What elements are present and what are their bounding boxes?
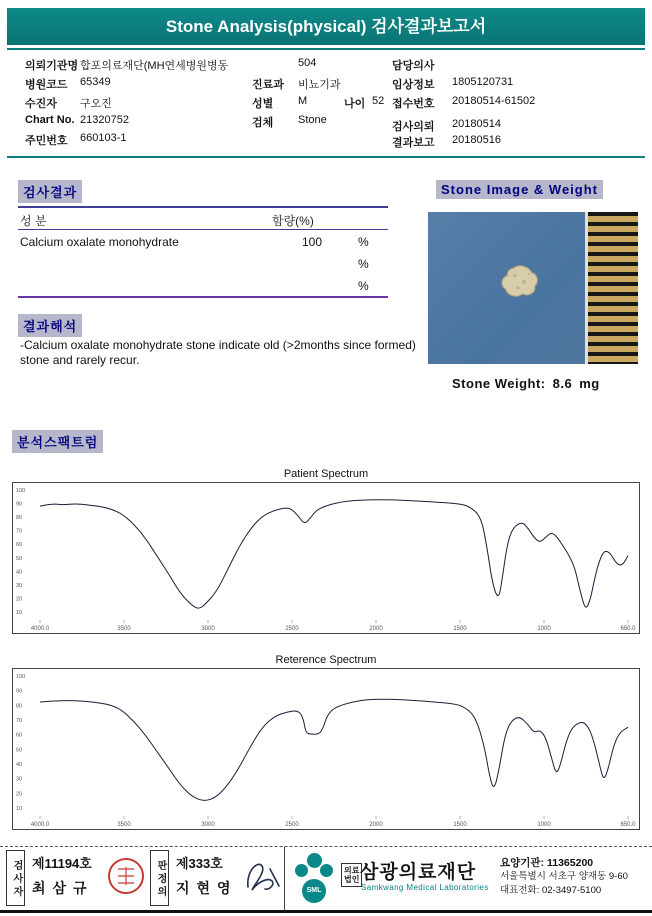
reference-spectrum-plot [12,668,640,830]
divider-line-top [7,48,645,50]
section-title-stone-image: Stone Image & Weight [436,180,603,199]
info-value-department: 비뇨기과 [298,79,341,91]
column-header-component: 성 분 [20,214,47,228]
svg-text:1500: 1500 [453,822,467,828]
svg-text:90: 90 [16,688,23,695]
svg-text:90: 90 [16,501,23,508]
examiner-seal-icon [106,855,146,897]
footer [0,846,652,913]
svg-text:20: 20 [16,791,23,798]
org-prefix-line2: 법인 [344,875,360,884]
svg-text:100: 100 [16,488,26,494]
info-label-hospital-code: 병원코드 [25,79,68,91]
svg-text:2000: 2000 [369,822,383,828]
sml-logo [294,853,336,907]
info-label-request-date: 검사의뢰 [392,121,435,133]
svg-text:2500: 2500 [285,822,299,828]
judge-cert-cell [176,853,238,898]
judge-name: 지현영 [176,880,238,896]
svg-text:1000: 1000 [537,822,551,828]
judge-role-label: 판정의 [150,850,169,906]
svg-text:70: 70 [16,718,23,724]
report-title: Stone Analysis(physical) 검사결과보고서 [7,8,645,45]
patient-spectrum-plot [12,482,640,634]
info-value-hospital-code: 65349 [80,76,111,88]
info-label-resident-id: 주민번호 [25,135,68,147]
info-value-report-date: 20180516 [452,134,501,146]
svg-text:10: 10 [16,806,23,812]
svg-text:3500: 3500 [117,626,131,632]
svg-text:80: 80 [16,703,23,710]
svg-text:1000: 1000 [537,626,551,632]
info-label-institution: 의뢰기관명 [25,60,79,72]
stone-weight-value: 8.6 [552,376,573,391]
examiner-role-label: 검사자 [6,850,25,906]
svg-text:60: 60 [16,542,23,549]
info-label-doctor: 담당의사 [392,60,435,72]
info-value-chart-no: 21320752 [80,114,129,126]
info-value-accession: 20180514-61502 [452,95,536,107]
info-value-institution: 합포의료재단(MH연세병원병동 [80,60,229,72]
sml-logo-text: SML [302,879,326,903]
info-value-clinical-info: 1805120731 [452,76,514,88]
results-table-header [18,206,388,230]
section-title-interpretation: 결과해석 [18,314,82,337]
svg-text:2000: 2000 [369,626,383,632]
info-label-report-date: 결과보고 [392,137,435,149]
results-table [18,206,388,298]
stone-image [498,262,544,300]
cell-unit: % [358,279,369,293]
info-value-request-date: 20180514 [452,118,501,130]
info-value-ward: 504 [298,57,317,69]
svg-text:30: 30 [16,776,23,783]
section-title-results: 검사결과 [18,180,82,203]
contact-institution-number: 요양기관: 11365200 [500,857,594,869]
judge-signature-icon [240,855,284,899]
info-label-department: 진료과 [252,79,284,91]
svg-text:650.0: 650.0 [620,822,636,828]
examiner-cert-cell [32,853,94,898]
footer-divider [284,847,285,911]
info-value-resident-id: 660103-1 [80,132,127,144]
svg-text:1500: 1500 [453,626,467,632]
table-row [18,230,388,252]
info-label-accession: 접수번호 [392,98,435,110]
info-label-sex: 성별 [252,98,274,110]
cell-component: Calcium oxalate monohydrate [20,235,179,249]
svg-text:4000.0: 4000.0 [30,626,50,632]
svg-text:650.0: 650.0 [620,626,636,632]
svg-text:3500: 3500 [117,822,131,828]
svg-text:50: 50 [16,747,23,754]
org-contact-block [500,856,628,898]
stone-weight [452,376,607,391]
svg-text:40: 40 [16,569,23,576]
examiner-name: 최삼규 [32,880,94,896]
judge-cert-number: 제333호 [176,856,223,871]
divider-line-bottom [7,156,645,158]
svg-text:30: 30 [16,582,23,589]
stone-photo [428,212,638,364]
examiner-cert-number: 제11194호 [32,856,92,871]
svg-text:50: 50 [16,555,23,562]
org-name-english: Samkwang Medical Laboratories [361,883,489,892]
stone-weight-unit: mg [579,376,600,391]
org-prefix-line1: 의료 [344,866,360,875]
svg-text:20: 20 [16,596,23,603]
svg-text:80: 80 [16,515,23,522]
column-header-content: 함량(%) [272,214,314,228]
chart-title-reference: Reterence Spectrum [275,654,377,666]
ruler-scale [585,212,638,364]
info-value-specimen: Stone [298,114,327,126]
svg-text:3000: 3000 [201,626,215,632]
svg-text:60: 60 [16,732,23,739]
patient-spectrum-chart [12,468,640,634]
info-label-clinical-info: 임상정보 [392,79,435,91]
svg-text:3000: 3000 [201,822,215,828]
svg-text:70: 70 [16,528,23,535]
section-title-spectrum: 분석스팩트럼 [12,430,103,453]
info-label-specimen: 검체 [252,117,274,129]
svg-text:4000.0: 4000.0 [30,822,50,828]
org-name: 삼광의료재단 [360,862,477,883]
contact-phone: 대표전화: 02-3497-5100 [500,885,602,896]
stone-weight-label: Stone Weight: [452,376,546,391]
info-value-patient: 구오진 [80,98,112,110]
cell-unit: % [358,235,369,249]
chart-title-patient: Patient Spectrum [283,468,369,480]
svg-text:100: 100 [16,674,26,680]
svg-text:2500: 2500 [285,626,299,632]
table-row [18,274,388,296]
interpretation-text: -Calcium oxalate monohydrate stone indicate old (>2months since formed) stone and rarely recur. [20,338,416,367]
cell-unit: % [358,257,369,271]
info-value-sex: M [298,95,308,107]
info-value-age: 52 [372,95,385,107]
svg-text:10: 10 [16,610,23,616]
table-row [18,252,388,274]
table-bottom-rule [18,296,388,298]
cell-content: 100 [301,235,322,249]
info-label-patient: 수진자 [25,98,57,110]
info-label-chart-no: Chart No. [25,114,75,126]
reference-spectrum-chart [12,654,640,830]
info-label-age: 나이 [344,98,366,110]
svg-text:40: 40 [16,762,23,768]
contact-address: 서울특별시 서초구 양재동 9-60 [500,871,628,882]
